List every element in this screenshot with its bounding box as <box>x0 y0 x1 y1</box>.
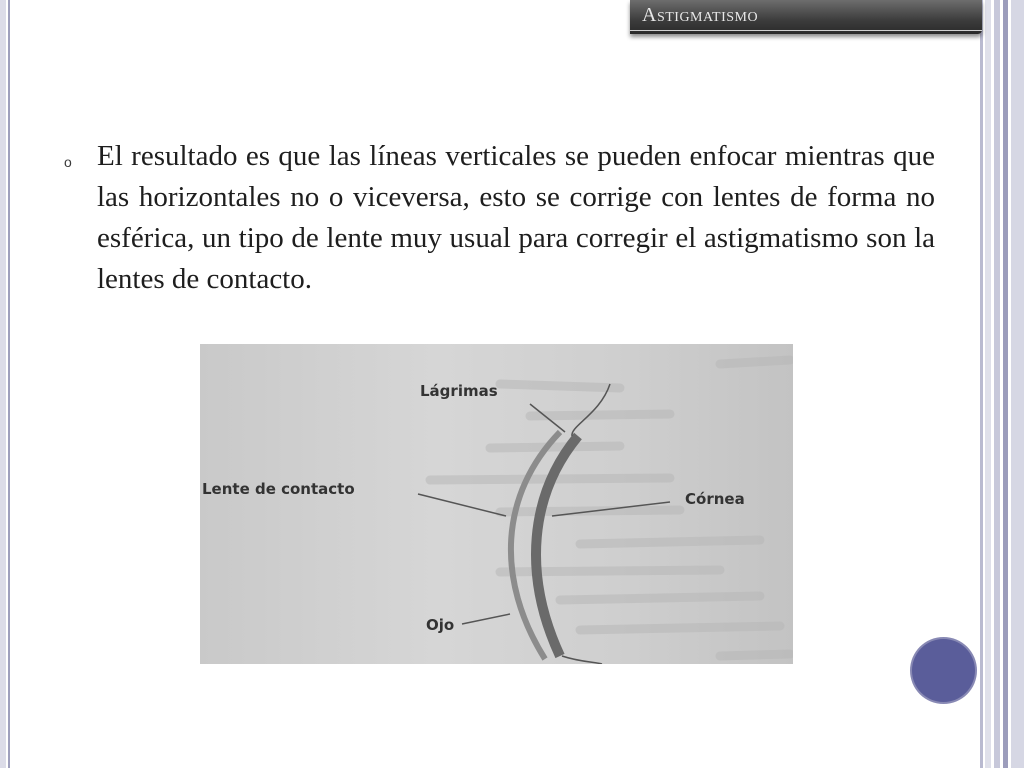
background-texture <box>430 360 790 656</box>
right-border-stripe <box>985 0 991 768</box>
right-border-stripe <box>980 0 983 768</box>
right-border-stripe <box>1003 0 1008 768</box>
cornea-curve <box>536 436 578 656</box>
contact-lens-diagram <box>200 344 793 664</box>
eye-outline-curve-lower <box>562 656 602 664</box>
slide-title-tab <box>630 0 982 34</box>
slide-title: Astigmatismo <box>642 4 759 26</box>
right-border-stripe <box>1011 0 1024 768</box>
bullet-icon: o <box>64 154 72 170</box>
eye-leader <box>462 614 510 624</box>
left-border-stripe <box>8 0 10 768</box>
right-border-stripe <box>994 0 1000 768</box>
left-border-stripe <box>0 0 6 768</box>
lens-leader <box>418 494 506 516</box>
title-rule <box>630 30 982 31</box>
slide-paragraph: El resultado es que las líneas verticales se pueden enfocar mientras que las horizontales no o viceversa, esto se corrige con lentes de forma no esférica, un tipo de lente muy usual para corregir el astigmatismo son la lentes de contacto. <box>97 140 935 295</box>
label-tears: Lágrimas <box>420 382 498 400</box>
slide-nav-circle[interactable] <box>912 639 975 702</box>
left-border-decoration <box>0 0 12 768</box>
label-eye: Ojo <box>426 616 455 634</box>
right-border-decoration <box>980 0 1024 768</box>
label-contact-lens: Lente de contacto <box>202 480 355 498</box>
label-cornea: Córnea <box>685 490 745 508</box>
